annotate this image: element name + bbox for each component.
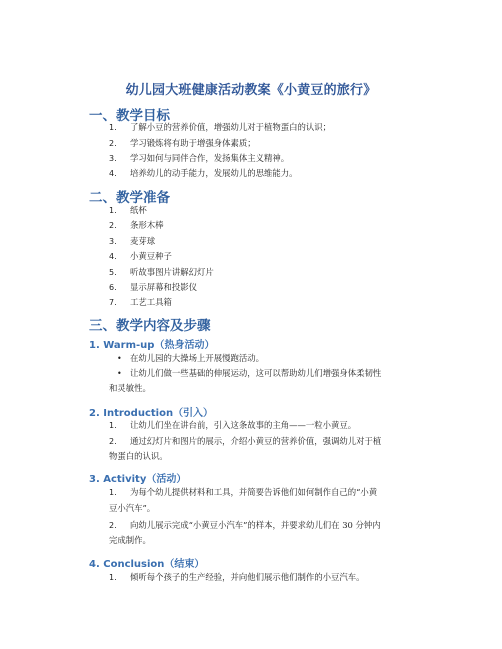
list-text: 向幼儿展示完成“小黄豆小汽车”的样本，并要求幼儿们在 30 分钟内 [130,520,381,530]
list-text: 显示屏幕和投影仪 [130,282,197,292]
list-number: 1. [109,421,117,430]
list-number: 1. [109,123,117,132]
section-heading-content: 三、教学内容及步骤 [89,318,211,334]
list-text: 了解小豆的营养价值，增强幼儿对于植物蛋白的认识； [130,122,331,132]
document-title: 幼儿园大班健康活动教案《小黄豆的旅行》 [125,83,377,98]
subsection-heading-conclusion: 4. Conclusion（结束） [89,559,205,570]
list-number: 4. [109,252,117,261]
list-text: 倾听每个孩子的生产经验，并向他们展示他们制作的小豆汽车。 [130,572,365,582]
subsection-heading-intro: 2. Introduction（引入） [89,408,214,419]
list-number: 7. [109,298,117,307]
list-text-continuation: 物蛋白的认识。 [109,451,168,461]
list-number: 1. [109,488,117,497]
list-number: 2. [109,437,117,446]
list-text: 条形木棒 [130,220,164,230]
subsection-heading-warmup: 1. Warm-up（热身活动） [89,340,215,351]
list-text: 工艺工具箱 [130,297,172,307]
list-number: 3. [109,154,117,163]
list-text: 学习锻炼将有助于增强身体素质； [130,138,256,148]
list-number: 2. [109,139,117,148]
list-text: 纸杯 [130,205,147,215]
list-number: 1. [109,573,117,582]
list-text-continuation: 豆小汽车”。 [109,503,156,513]
list-text: 让幼儿们做一些基础的伸展运动，这可以帮助幼儿们增强身体柔韧性 [130,368,382,378]
list-text: 在幼儿园的大操场上开展慢跑活动。 [130,353,264,363]
list-text: 为每个幼儿提供材料和工具，并简要告诉他们如何制作自己的“小黄 [130,487,378,497]
list-number: 4. [109,169,117,178]
section-heading-prep: 二、教学准备 [89,190,170,206]
list-text: 听故事图片讲解幻灯片 [130,267,214,277]
list-text-continuation: 和灵敏性。 [109,383,151,393]
list-number: 5. [109,268,117,277]
bullet-mark: • [117,369,122,378]
list-text: 麦芽球 [130,236,156,246]
list-text: 学习如何与同伴合作，发扬集体主义精神。 [130,153,290,163]
section-heading-goals: 一、教学目标 [89,108,170,124]
list-text: 通过幻灯片和图片的展示，介绍小黄豆的营养价值，强调幼儿对于植 [130,436,382,446]
list-number: 2. [109,221,117,230]
list-number: 1. [109,206,117,215]
list-number: 6. [109,283,117,292]
list-text: 培养幼儿的动手能力，发展幼儿的思维能力。 [130,168,298,178]
list-text: 小黄豆种子 [130,251,172,261]
bullet-mark: • [117,354,122,363]
list-number: 3. [109,237,117,246]
list-number: 2. [109,521,117,530]
list-text: 让幼儿们坐在讲台前，引入这条故事的主角——一粒小黄豆。 [130,420,357,430]
list-text-continuation: 完成制作。 [109,535,151,545]
subsection-heading-activity: 3. Activity（活动） [89,474,187,485]
